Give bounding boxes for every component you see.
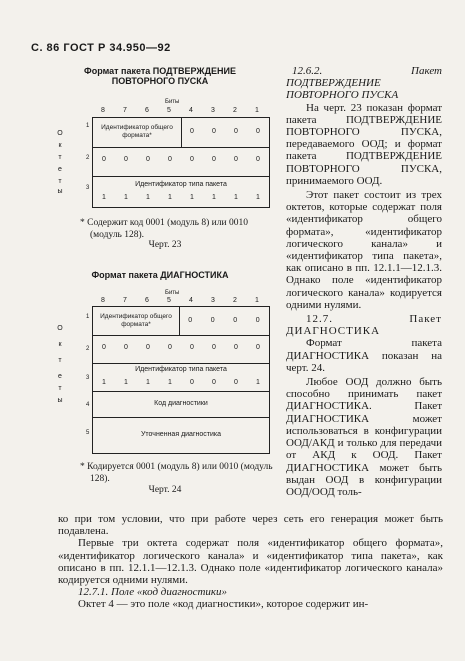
right-para-3: Формат пакета ДИАГНОСТИКА показан на черт. 24. <box>286 337 442 374</box>
bit-number: 6 <box>145 297 149 304</box>
bit-value: 0 <box>234 344 238 351</box>
fig24-caption: Черт. 24 <box>148 485 182 495</box>
bit-value: 0 <box>190 128 194 135</box>
bit-value: 1 <box>190 194 194 201</box>
fig24-row1-bits <box>179 317 269 327</box>
bit-value: 1 <box>256 379 260 386</box>
fig24-bit-numbers <box>92 297 268 306</box>
bit-number: 1 <box>255 107 259 114</box>
bit-number: 4 <box>189 297 193 304</box>
bit-number: 3 <box>211 107 215 114</box>
fig24-row3-bits <box>93 379 269 389</box>
bit-value: 1 <box>124 379 128 386</box>
bit-value: 0 <box>233 317 238 324</box>
fig24-row2-bits <box>93 344 269 354</box>
bit-value: 1 <box>146 194 150 201</box>
fig23-row1-bits <box>181 128 269 138</box>
bit-value: 0 <box>255 317 260 324</box>
bit-value: 0 <box>234 156 238 163</box>
bit-value: 0 <box>210 317 215 324</box>
fig24-ptype-label: Идентификатор типа пакета <box>135 366 227 373</box>
bit-value: 0 <box>256 344 260 351</box>
fig23-caption: Черт. 23 <box>148 240 182 250</box>
bit-number: 8 <box>101 297 105 304</box>
bit-number: 5 <box>167 107 171 114</box>
bottom-text <box>58 513 443 611</box>
bit-number: 1 <box>255 297 259 304</box>
bit-number: 4 <box>189 107 193 114</box>
fig23-table <box>92 117 270 208</box>
fig23-bit-numbers <box>92 107 268 116</box>
bit-value: 0 <box>168 344 172 351</box>
fig23-row-1: 1 <box>86 123 90 129</box>
bit-number: 5 <box>167 297 171 304</box>
section-heading-12-7: 12.7. Пакет ДИАГНОСТИКА <box>286 313 442 338</box>
bit-value: 1 <box>212 194 216 201</box>
fig24-row-3: 3 <box>86 375 90 381</box>
fig23-bits-label: Биты <box>165 99 180 105</box>
right-para-4: Любое ООД должно быть способно принимать пакет ДИАГНОСТИКА. Пакет ДИАГНОСТИКА может использоваться в конфигурации ООД/АКД и только для передачи от АКД к ООД. Пакет ДИАГНОСТИКА может быть выдан ООД в конфигурации ООД/ООД толь- <box>286 376 442 498</box>
fig23-row2-bits <box>93 156 269 166</box>
right-column <box>286 65 442 498</box>
fig24-diag-code-label: Код диагностики <box>154 400 208 407</box>
fig24-octets-label: О к т е т ы <box>57 325 63 404</box>
bit-value: 0 <box>212 344 216 351</box>
bit-number: 2 <box>233 107 237 114</box>
fig23-footnote: * Содержит код 0001 (модуль 8) или 0010 (модуль 128). <box>80 218 248 240</box>
bit-value: 0 <box>102 344 106 351</box>
fig23-gfi-box <box>93 118 182 147</box>
bit-number: 7 <box>123 297 127 304</box>
bit-number: 2 <box>233 297 237 304</box>
bit-value: 0 <box>168 156 172 163</box>
bottom-para-2: Первые три октета содержат поля «идентификатор общего формата», «идентификатор логического канала» и «идентификатор типа пакета», как описано в пп. 12.1.1—12.1.3. Однако поле «идентификатор логического канала» кодируется одними нулями. <box>58 537 443 587</box>
fig24-table <box>92 306 270 454</box>
bit-value: 1 <box>168 194 172 201</box>
bit-value: 1 <box>256 194 260 201</box>
bit-value: 0 <box>124 156 128 163</box>
fig24-row-1: 1 <box>86 314 90 320</box>
bit-value: 0 <box>212 156 216 163</box>
bit-value: 0 <box>190 344 194 351</box>
bit-value: 1 <box>146 379 150 386</box>
bit-value: 0 <box>234 128 238 135</box>
bit-value: 0 <box>256 128 260 135</box>
fig24-title: Формат пакета ДИАГНОСТИКА <box>91 270 229 280</box>
section-heading-12-7-1: 12.7.1. Поле «код диагностики» <box>78 586 228 599</box>
bottom-line-1: ко при том условии, что при работе через сеть его генерация может быть подавлена. <box>58 513 443 538</box>
bit-number: 6 <box>145 107 149 114</box>
fig23-gfi-label: Идентификатор общего формата* <box>101 124 173 139</box>
bit-value: 0 <box>188 317 193 324</box>
right-para-2: Этот пакет состоит из трех октетов, которые содержат поля «идентификатор общего формата», «идентификатор логического канала» и «идентификатор типа пакета», как описано в пп. 12.1.1—12.1.3. Однако поле «идентификатор логического канала» кодируется одними нулями. <box>286 189 442 311</box>
bottom-para-3: Октет 4 — это поле «код диагностики», которое содержит ин- <box>78 598 369 611</box>
bit-value: 0 <box>212 379 216 386</box>
fig23-ptype-label: Идентификатор типа пакета <box>135 181 227 188</box>
bit-value: 0 <box>190 156 194 163</box>
fig24-row-2: 2 <box>86 346 90 352</box>
fig24-gfi-box <box>93 307 180 335</box>
bit-value: 1 <box>102 379 106 386</box>
bit-value: 0 <box>190 379 194 386</box>
fig24-footnote: * Кодируется 0001 (модуль 8) или 0010 (модуль 128). <box>80 462 273 484</box>
bit-value: 0 <box>124 344 128 351</box>
fig24-bits-label: Биты <box>165 290 180 296</box>
bit-number: 3 <box>211 297 215 304</box>
bit-value: 0 <box>234 379 238 386</box>
bit-value: 0 <box>146 344 150 351</box>
bit-number: 7 <box>123 107 127 114</box>
fig24-gfi-label: Идентификатор общего формата* <box>100 313 172 328</box>
fig23-row-3: 3 <box>86 185 90 191</box>
bit-value: 1 <box>124 194 128 201</box>
fig24-row-5: 5 <box>86 430 90 436</box>
fig23-title-line2: ПОВТОРНОГО ПУСКА <box>111 76 209 86</box>
bit-value: 1 <box>102 194 106 201</box>
bit-value: 0 <box>256 156 260 163</box>
fig23-row3-bits <box>93 194 269 204</box>
fig23-title-line1: Формат пакета ПОДТВЕРЖДЕНИЕ <box>84 66 236 76</box>
fig23-octets-label: О к т е т ы <box>57 130 63 195</box>
fig23-title <box>60 66 260 86</box>
fig23-row-2: 2 <box>86 155 90 161</box>
bit-value: 0 <box>102 156 106 163</box>
fig24-row-4: 4 <box>86 402 90 408</box>
bit-number: 8 <box>101 107 105 114</box>
page-header: С. 86 ГОСТ Р 34.950—92 <box>31 42 171 54</box>
fig24-diag-expl-label: Уточненная диагностика <box>140 431 221 438</box>
section-heading-12-6-2: 12.6.2. Пакет ПОДТВЕРЖДЕНИЕ ПОВТОРНОГО ПУСКА <box>286 65 442 102</box>
bit-value: 1 <box>168 379 172 386</box>
bit-value: 1 <box>234 194 238 201</box>
bit-value: 0 <box>146 156 150 163</box>
bit-value: 0 <box>212 128 216 135</box>
right-para-1: На черт. 23 показан формат пакета ПОДТВЕРЖДЕНИЕ ПОВТОРНОГО ПУСКА, передаваемого ООД; и формат пакета ПОДТВЕРЖДЕНИЕ ПОВТОРНОГО ПУСКА, принимаемого ООД. <box>286 101 442 187</box>
